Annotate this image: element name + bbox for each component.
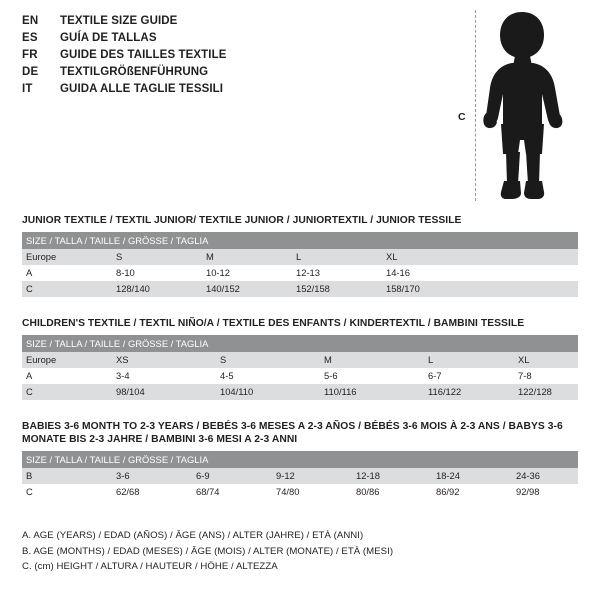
- language-header: [22, 14, 442, 99]
- cell: 62/68: [112, 484, 192, 500]
- table-header-row: [22, 232, 578, 249]
- cell: 4-5: [216, 368, 320, 384]
- measurement-figure: [452, 8, 592, 203]
- cell: 86/92: [432, 484, 512, 500]
- cell: B: [22, 468, 112, 484]
- language-title-fr: GUIDE DES TAILLES TEXTILE: [60, 49, 227, 61]
- section-title: JUNIOR TEXTILE / TEXTIL JUNIOR/ TEXTILE JUNIOR / JUNIORTEXTIL / JUNIOR TESSILE: [22, 215, 462, 226]
- table-header-label: SIZE / TALLA / TAILLE / GRÖSSE / TAGLIA: [22, 232, 578, 249]
- table-row: [22, 281, 578, 297]
- cell: Europe: [22, 249, 112, 265]
- cell: 5-6: [320, 368, 424, 384]
- cell: 74/80: [272, 484, 352, 500]
- table-row: [22, 484, 578, 500]
- cell: Europe: [22, 352, 112, 368]
- cell: 110/116: [320, 384, 424, 400]
- babies-size-table: [22, 451, 578, 500]
- cell: 80/86: [352, 484, 432, 500]
- junior-size-table: [22, 232, 578, 297]
- section-title: BABIES 3-6 MONTH TO 2-3 YEARS / BEBÉS 3-6 MESES A 2-3 AÑOS / BÉBÉS 3-6 MOIS À 2-3 ANS / BABYS 3-6 MONATE BIS 2-3 JAHRE / BAMBINI 3-6 MESI A 2-3 ANNI: [22, 421, 563, 445]
- footnotes: [22, 528, 578, 575]
- cell: 140/152: [202, 281, 292, 297]
- cell: A: [22, 368, 112, 384]
- table-row: [22, 368, 578, 384]
- cell: C: [22, 384, 112, 400]
- cell: M: [320, 352, 424, 368]
- table-header-label: SIZE / TALLA / TAILLE / GRÖSSE / TAGLIA: [22, 451, 578, 468]
- cell: 92/98: [512, 484, 578, 500]
- language-row: [22, 82, 442, 97]
- cell: 18-24: [432, 468, 512, 484]
- cell: 6-9: [192, 468, 272, 484]
- cell: 98/104: [112, 384, 216, 400]
- cell: C: [22, 484, 112, 500]
- language-title-it: GUIDA ALLE TAGLIE TESSILI: [60, 83, 224, 95]
- table-header-row: [22, 335, 578, 352]
- table-row: [22, 249, 578, 265]
- language-row: [22, 48, 442, 63]
- language-code-de: DE: [22, 66, 39, 78]
- language-code-es: ES: [22, 32, 38, 44]
- cell: 116/122: [424, 384, 514, 400]
- language-row: [22, 65, 442, 80]
- language-title-en: TEXTILE SIZE GUIDE: [60, 15, 178, 27]
- language-code-fr: FR: [22, 49, 38, 61]
- section-babies-textile: [22, 420, 578, 500]
- cell: 3-4: [112, 368, 216, 384]
- cell: S: [216, 352, 320, 368]
- cell: 122/128: [514, 384, 578, 400]
- cell: 12-18: [352, 468, 432, 484]
- cell: C: [22, 281, 112, 297]
- cell: L: [424, 352, 514, 368]
- cell: XS: [112, 352, 216, 368]
- section-title: CHILDREN'S TEXTILE / TEXTIL NIÑO/A / TEXTILE DES ENFANTS / KINDERTEXTIL / BAMBINI TESSILE: [22, 318, 525, 329]
- table-row: [22, 384, 578, 400]
- cell: 9-12: [272, 468, 352, 484]
- cell: 10-12: [202, 265, 292, 281]
- cell: 24-36: [512, 468, 578, 484]
- cell: 152/158: [292, 281, 382, 297]
- toddler-silhouette-icon: [482, 8, 592, 203]
- cell: 128/140: [112, 281, 202, 297]
- table-header-row: [22, 451, 578, 468]
- cell: 7-8: [514, 368, 578, 384]
- cell: XL: [514, 352, 578, 368]
- table-row: [22, 468, 578, 484]
- cell: 104/110: [216, 384, 320, 400]
- language-row: [22, 31, 442, 46]
- footnote-c: C. (cm) HEIGHT / ALTURA / HAUTEUR / HÖHE / ALTEZZA: [22, 561, 278, 572]
- cell: 14-16: [382, 265, 578, 281]
- table-header-label: SIZE / TALLA / TAILLE / GRÖSSE / TAGLIA: [22, 335, 578, 352]
- table-row: [22, 352, 578, 368]
- measure-label-c: C: [458, 111, 466, 123]
- table-row: [22, 265, 578, 281]
- cell: 158/170: [382, 281, 578, 297]
- cell: XL: [382, 249, 578, 265]
- cell: L: [292, 249, 382, 265]
- height-dashed-line: [475, 10, 476, 201]
- language-title-de: TEXTILGRÖßENFÜHRUNG: [60, 66, 209, 78]
- language-code-en: EN: [22, 15, 39, 27]
- language-title-es: GUÍA DE TALLAS: [60, 32, 157, 44]
- footnote-b: B. AGE (MONTHS) / EDAD (MESES) / ÂGE (MOIS) / ALTER (MONATE) / ETÀ (MESI): [22, 545, 394, 557]
- language-row: [22, 14, 442, 29]
- cell: A: [22, 265, 112, 281]
- cell: M: [202, 249, 292, 265]
- cell: 68/74: [192, 484, 272, 500]
- language-code-it: IT: [22, 83, 33, 95]
- cell: 3-6: [112, 468, 192, 484]
- cell: 6-7: [424, 368, 514, 384]
- footnote-a: A. AGE (YEARS) / EDAD (AÑOS) / ÂGE (ANS) / ALTER (JAHRE) / ETÀ (ANNI): [22, 530, 364, 541]
- cell: S: [112, 249, 202, 265]
- cell: 8-10: [112, 265, 202, 281]
- section-childrens-textile: [22, 317, 578, 400]
- section-junior-textile: [22, 214, 578, 297]
- cell: 12-13: [292, 265, 382, 281]
- children-size-table: [22, 335, 578, 400]
